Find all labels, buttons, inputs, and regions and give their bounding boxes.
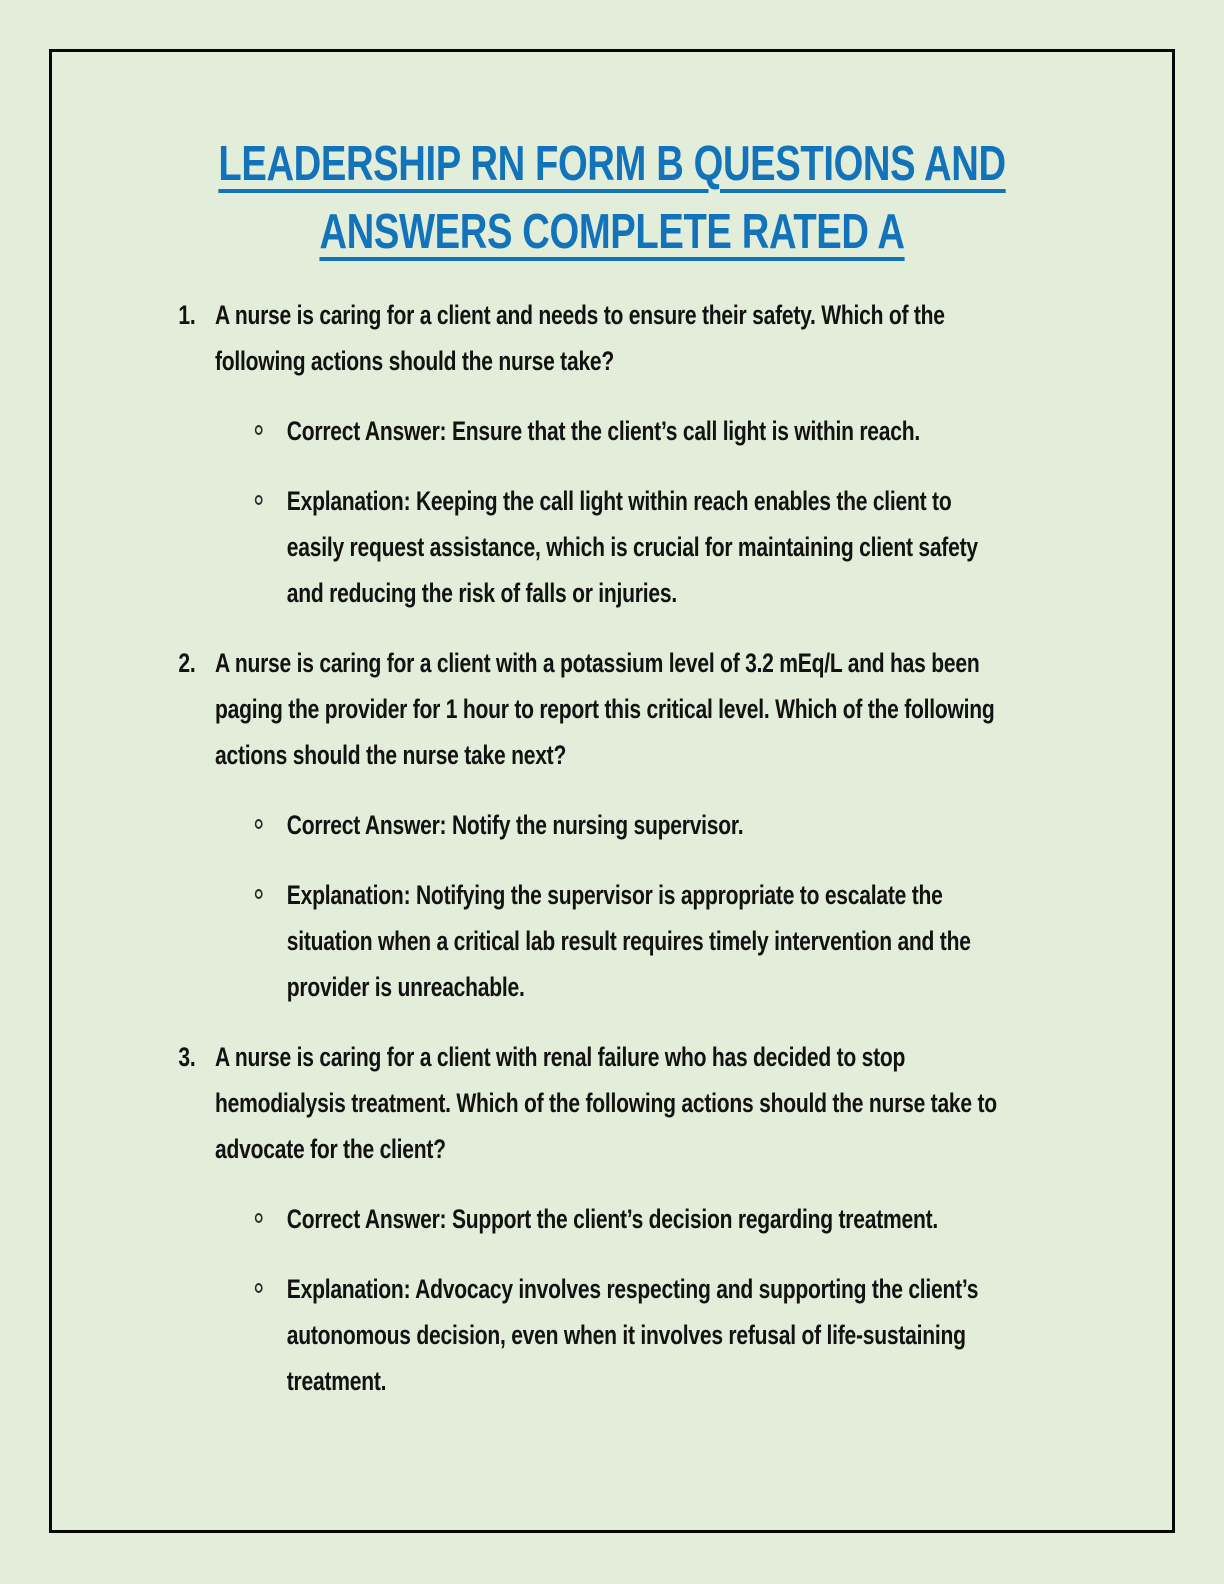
question-number: 3. <box>178 1042 196 1072</box>
circle-bullet-icon <box>255 478 287 616</box>
question-number: 2. <box>178 648 196 678</box>
answer-item <box>215 872 1003 1010</box>
question-item <box>178 1034 1172 1404</box>
document-content <box>52 52 1172 1404</box>
question-body <box>215 640 1003 1010</box>
question-item <box>178 292 1172 616</box>
question-text: A nurse is caring for a client with a potassium level of 3.2 mEq/L and has been paging the provider for 1 hour to report this critical level. Which of the following actions should the nurse take next? <box>215 648 995 770</box>
answer-text: Correct Answer: Support the client’s decision regarding treatment. <box>286 1204 938 1234</box>
question-list <box>52 292 1172 1404</box>
answer-text: Explanation: Advocacy involves respecting and supporting the client’s autonomous decision, even when it involves refusal of life-sustaining treatment. <box>286 1274 979 1396</box>
question-body <box>215 1034 1003 1404</box>
circle-bullet-icon <box>255 408 287 454</box>
answer-item <box>215 1266 1003 1404</box>
question-text: A nurse is caring for a client with renal failure who has decided to stop hemodialysis treatment. Which of the following actions should the nurse take to advocate for the client? <box>215 1042 997 1164</box>
page-border <box>49 49 1175 1533</box>
circle-bullet-icon <box>255 872 287 1010</box>
answer-list <box>215 802 1003 1010</box>
answer-list <box>215 1196 1003 1404</box>
answer-text: Correct Answer: Ensure that the client’s call light is within reach. <box>286 416 920 446</box>
answer-text: Explanation: Notifying the supervisor is appropriate to escalate the situation when a critical lab result requires timely intervention and the provider is unreachable. <box>286 880 971 1002</box>
circle-bullet-icon <box>255 1266 287 1404</box>
answer-item <box>215 1196 1003 1242</box>
circle-bullet-icon <box>255 1196 287 1242</box>
answer-item <box>215 408 1003 454</box>
question-text: A nurse is caring for a client and needs to ensure their safety. Which of the following actions should the nurse take? <box>215 300 945 376</box>
answer-list <box>215 408 1003 616</box>
answer-item <box>215 802 1003 848</box>
answer-item <box>215 478 1003 616</box>
document-title-link[interactable]: LEADERSHIP RN FORM B QUESTIONS AND ANSWERS COMPLETE RATED A <box>218 137 1006 259</box>
answer-text: Correct Answer: Notify the nursing supervisor. <box>286 810 744 840</box>
answer-text: Explanation: Keeping the call light within reach enables the client to easily request assistance, which is crucial for maintaining client safety and reducing the risk of falls or injuries. <box>286 486 978 608</box>
question-item <box>178 640 1172 1010</box>
circle-bullet-icon <box>255 802 287 848</box>
question-number: 1. <box>178 300 196 330</box>
question-body <box>215 292 1003 616</box>
